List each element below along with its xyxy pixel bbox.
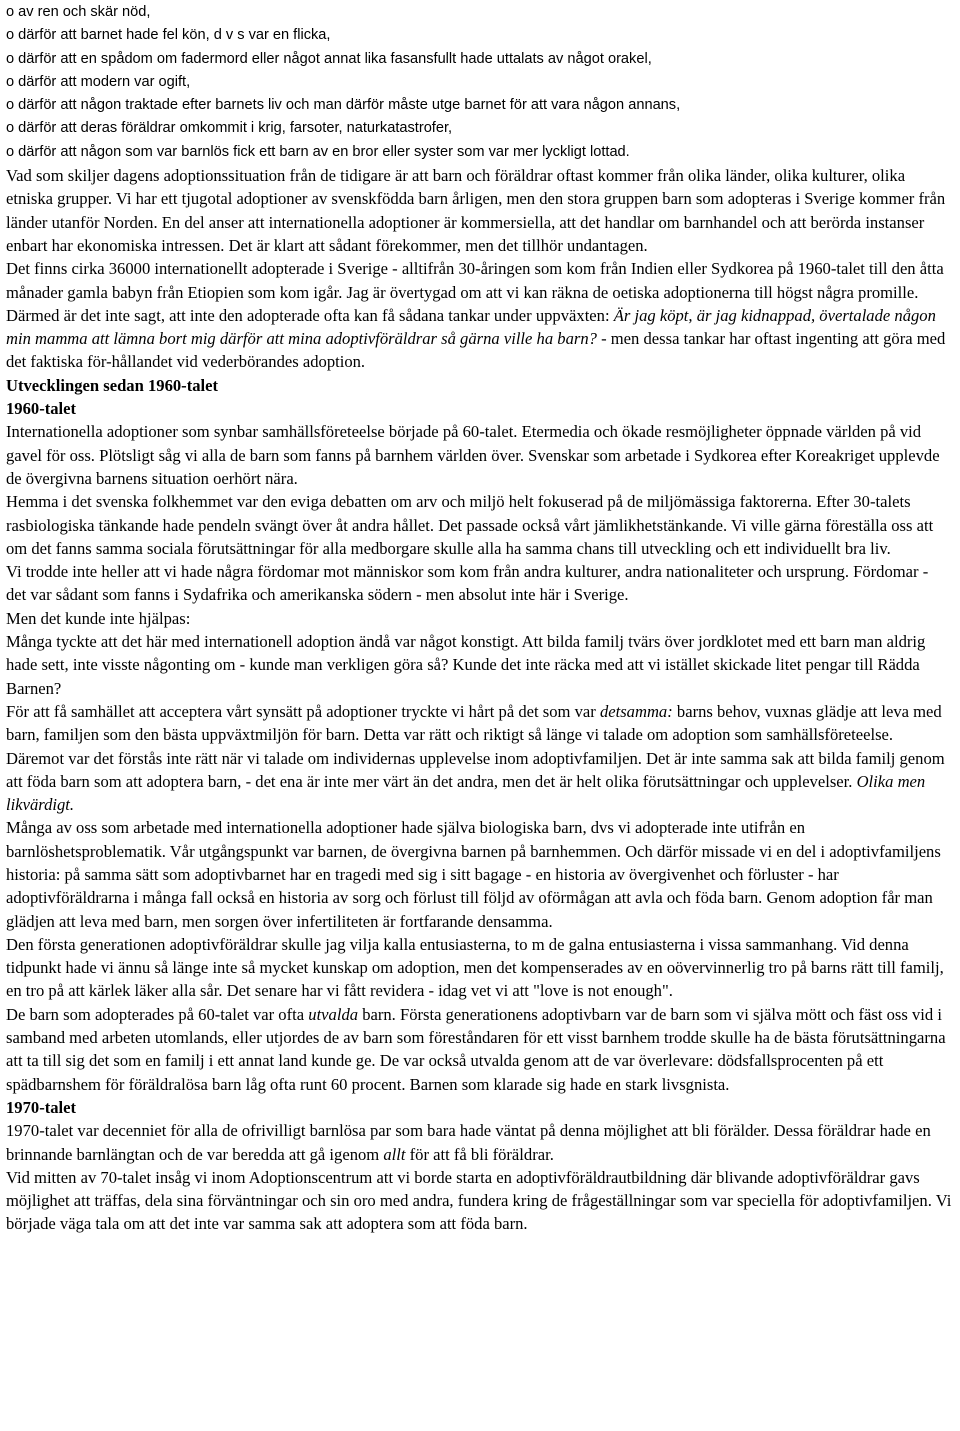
reasons-list [6,1,952,164]
paragraph: Hemma i det svenska folkhemmet var den eviga debatten om arv och miljö helt fokuserad på de miljömässiga faktorerna. Efter 30-talets rasbiologiska tänkande hade pendeln svängt över åt andra hållet. Det passade också vårt jämlikhetstänkande. Vi ville gärna föreställa oss att om det fanns samma sociala förutsättningar för alla medborgare skulle alla ha samma chans till utveckling och ett individuellt bra liv. [6,492,934,558]
italic-term: allt [383,1144,406,1164]
paragraph-text: barn. Första generationens adoptivbarn var de barn som vi själva mött och fäst oss vid i samband med arbeten utomlands, eller utjordes de av barn som föreståndaren för ett visst barnhem trodde skulle ha de bästa förutsättningarna att ta till sig det som en familj i ett annat land kunde ge. De var också utvalda genom att de var överlevare: dödsfallsprocenten på ett spädbarnshem för föräldralösa barn låg ofta runt 60 procent. Barnen som klarade sig hade en stark livsgnista. [6,1004,946,1094]
list-item: o därför att någon som var barnlös fick ett barn av en bror eller syster som var mer lyckligt lottad. [6,143,630,160]
paragraph: Vid mitten av 70-talet insåg vi inom Adoptionscentrum att vi borde starta en adoptivföräldrautbildning där blivande adoptivföräldrar gavs möjlighet att träffas, dela sina förväntningar och sin oro med andra, fundera kring de frågeställningar som var speciella för adoptivfamiljen. Vi började väga tala om att det inte var samma sak att adoptera som att föda barn. [6,1167,952,1234]
italic-term: utvalda [308,1004,359,1024]
subsection-heading-1970: 1970-talet [6,1097,77,1117]
list-item: o därför att en spådom om fadermord eller något annat lika fasansfullt hade uttalats av något orakel, [6,50,652,67]
article-body [6,164,952,1236]
document-page [0,1,960,1431]
list-item: o därför att barnet hade fel kön, d v s var en flicka, [6,27,331,44]
italic-phrase: Olika men likvärdigt. [6,771,926,815]
paragraph [6,1003,952,1096]
paragraph-text: Det finns cirka 36000 internationellt adopterade i Sverige - alltifrån 30-åringen som kom från Indien eller Sydkorea på 1960-talet till den åtta månader gamla babyn från Etiopien som kom igår. Jag är övertygad om att vi kan räkna de oetiska adoptionerna till högst några promille. Därmed är det inte sagt, att inte den adopterade ofta kan få sådana tankar under uppväxten: [6,259,944,325]
paragraph: Men det kunde inte hjälpas: [6,608,191,628]
paragraph [6,700,952,816]
paragraph-text: 1970-talet var decenniet för alla de ofrivilligt barnlösa par som bara hade väntat på denna möjlighet att bli förälder. Dessa föräldrar hade en brinnande barnlängtan och de var beredda att gå igenom [6,1121,931,1164]
paragraph: Vad som skiljer dagens adoptionssituation från de tidigare är att barn och föräldrar oftast kommer från olika länder, olika kulturer, olika etniska grupper. Vi har ett tjugotal adoptioner av svenskfödda barn årligen, men den stora gruppen barn som adopteras i Sverige kommer från länder utanför Norden. En del anser att internationella adoptioner är kommersiella, att det handlar om barnhandel och att berörda instanser enbart har ekonomiska intressen. Det är klart att sådant förekommer, men det tillhör undantagen. [6,166,946,255]
list-item: o därför att modern var ogift, [6,73,191,90]
paragraph: Vi trodde inte heller att vi hade några fördomar mot människor som kom från andra kulturer, andra nationaliteter och ursprung. Fördomar - det var sådant som fanns i Sydafrika och amerikanska södern - men absolut inte här i Sverige. [6,562,929,605]
paragraph: Många av oss som arbetade med internationella adoptioner hade själva biologiska barn, dvs vi adopterade inte utifrån en barnlöshetsproblematik. Vår utgångspunkt var barnen, de övergivna barnen på barnhemmen. Och därför missade vi en del i adoptivfamiljens historia: på samma sätt som adoptivbarnet har en tragedi med sig i sitt bagage - en historia av övergivenhet och förluster - har adoptivföräldrarna i många fall också en historia av sorg och förlust till följd av oförmågan att avla och föda barn. Genom adoption får man glädjen att leva med barn, men sorgen över infertiliteten är fortfarande densamma. [6,818,941,931]
italic-quote: Är jag köpt, är jag kidnappad, övertalade någon min mamma att lämna bort mig därför att mina adoptivföräldrar så gärna ville ha barn? [6,305,936,349]
paragraph: Många tyckte att det här med internationell adoption ändå var något konstigt. Att bilda familj tvärs över jordklotet med ett barn man aldrig hade sett, inte visste någonting om - kunde man verkligen göra så? Kunde det inte räcka med att vi istället skickade litet pengar till Rädda Barnen? [6,632,926,698]
paragraph [6,257,952,373]
subsection-heading-1960: 1960-talet [6,399,77,419]
list-item: o därför att någon traktade efter barnets liv och man därför måste utge barnet för att vara någon annans, [6,97,681,114]
paragraph-text: barns behov, vuxnas glädje att leva med barn, familjen som den bästa uppväxtmiljön för barn. Detta var rätt och riktigt så länge vi talade om adoption som samhällsföreteelse. Däremot var det förstås inte rätt när vi talade om individernas upplevelse inom adoptivfamiljen. Det är inte samma sak att bilda familj genom att föda barn som att adoptera barn, - det ena är inte mer värt än det andra, men det är helt olika förutsättningar och upplevelser. [6,701,945,791]
list-item: o av ren och skär nöd, [6,4,151,20]
paragraph: Internationella adoptioner som synbar samhällsföreteelse började på 60-talet. Etermedia och ökade resmöjligheter öppnade världen på vid gavel för oss. Plötsligt såg vi alla de barn som fanns på barnhem världen över. Svenskar som arbetade i Sydkorea efter Koreakriget upplevde de övergivna barnens situation oerhört nära. [6,422,940,488]
italic-term: detsamma: [599,701,673,721]
paragraph-text: För att få samhället att acceptera vårt synsätt på adoptioner tryckte vi hårt på det som var [6,701,600,721]
list-item: o därför att deras föräldrar omkommit i krig, farsoter, naturkatastrofer, [6,120,453,137]
paragraph-text: för att få bli föräldrar. [405,1144,554,1164]
paragraph [6,1119,952,1166]
paragraph-text: De barn som adopterades på 60-talet var ofta [6,1004,309,1024]
paragraph-text: - men dessa tankar har oftast ingenting att göra med det faktiska för-hållandet vid vederbörandes adoption. [6,329,946,372]
paragraph: Den första generationen adoptivföräldrar skulle jag vilja kalla entusiasterna, to m de galna entusiasterna i vissa sammanhang. Vid denna tidpunkt hade vi ännu så länge inte så mycket kunskap om adoption, men det kompenserades av en oövervinnerlig tro på barns rätt till familj, en tro på att kärlek läker alla sår. Det senare har vi fått revidera - idag vet vi att "love is not enough". [6,934,944,1001]
section-heading: Utvecklingen sedan 1960-talet [6,375,219,395]
